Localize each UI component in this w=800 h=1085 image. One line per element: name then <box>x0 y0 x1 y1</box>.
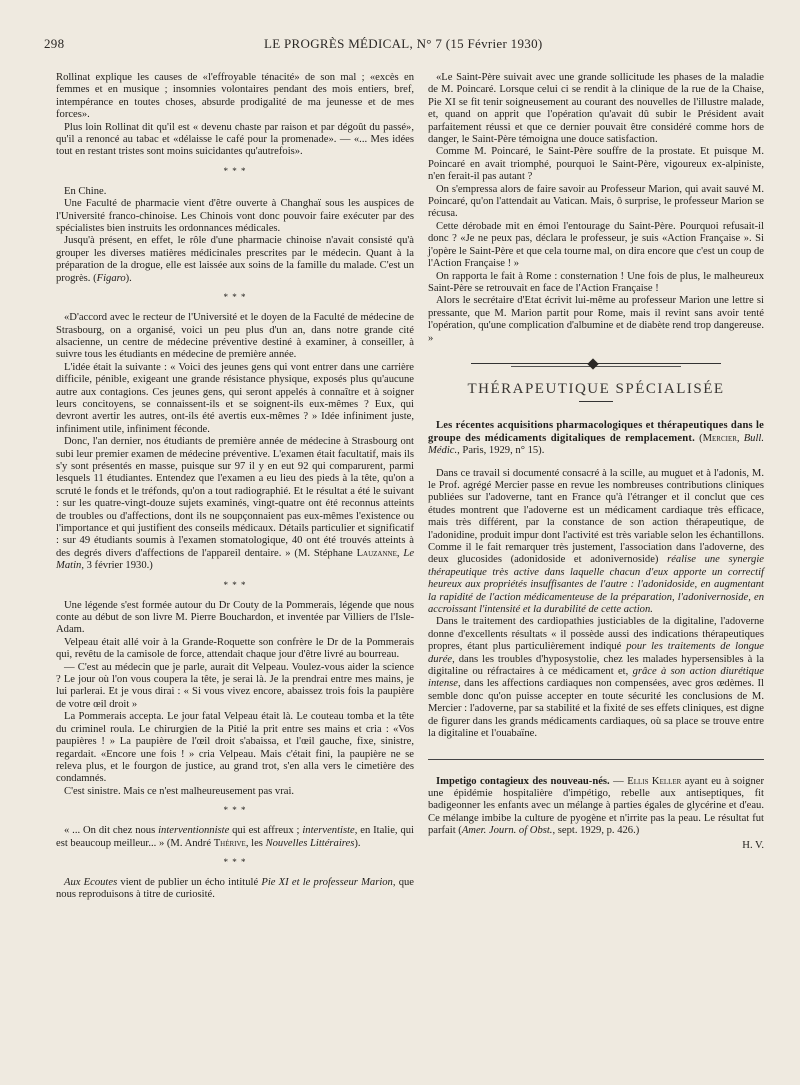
text-run: , Paris, 1929, n° 15). <box>457 445 545 457</box>
right-column <box>428 72 764 852</box>
page-number: 298 <box>44 36 65 51</box>
article-heading <box>428 420 764 457</box>
paragraph: L'idée était la suivante : « Voici des jeunes gens qui vont entrer dans une carrière difficile, pénible, exigeant une grande résistance physique, exposés plus qu'aucune autre aux contagions. Ces jeunes gens, qui seront appelés à connaître et à soigner leurs concitoyens, se connaissent-ils et se soignent-ils eux-mêmes ? Eux, qui devront avertir les autres, ont-ils été avertis eux-mêmes ? » Idée infiniment juste, infiniment utile, infiniment féconde. <box>56 361 414 435</box>
text-run: Dans le traitement des cardiopathies justiciables de la digitaline, l'adoverne donne d'excellents résultats « il possède aussi des indications thérapeutiques propres, étant plus particulièrement indiqué <box>428 616 764 653</box>
paragraph: — C'est au médecin que je parle, aurait dit Velpeau. Voulez-vous aider la science ? Le jour où l'on vous coupera la tête, je serai là. Je la prendrai entre mes mains, je lui parlerai. Et je vous dirai : « Si vous vivez encore, abaissez trois fois la paupière de votre œil droit » <box>56 661 414 710</box>
paragraph: Plus loin Rollinat dit qu'il est « devenu chaste par raison et par dégoût du passé», qu'il a renoncé au tabac et «délaisse le café pour la promenade». — «... Mes idées tout en restant tristes sont moins suicidantes qu'autrefois». <box>56 121 414 158</box>
paragraph: Velpeau était allé voir à la Grande-Roquette son confrère le Dr de la Pommerais qui, revêtu de la camisole de force, attendait chaque jour d'être livré au bourreau. <box>56 636 414 661</box>
author-name: Ellis Keller <box>627 775 682 787</box>
text-run: , dans les affections cardiaques non compensées, avec gros œdèmes. Il semble donc qu'on puisse accepter en toute sécurité les conclusions de M. Mercier : l'adoverne, par sa stabilité et la fixité de ses effets cliniques, est digne de figurer dans les grands médicaments cardiaques, où sa place se trouve entre la digitaline et l'ouabaïne. <box>428 678 764 740</box>
text-run: Jusqu'à présent, en effet, le rôle d'une pharmacie chinoise n'avait consisté qu'à grouper les diverses matières médicinales prescrites par le médecin. Quant à la préparation de la drogue, elle est laissée aux soins de la famille du malade. C'est un progrès. ( <box>56 235 414 284</box>
text-run: ayant eu à soigner une épidémie hospitalière d'impétigo, rebelle aux antiseptiques, fit badigeonner les enfants avec un mélange à parties égales de glycérine et d'eau. Ce mélange imbibe la culture de pyogène et n'irrite pas la peau. Le résultat fut parfait ( <box>428 775 764 837</box>
running-header <box>44 36 774 54</box>
ornamental-divider <box>471 359 721 369</box>
paragraph <box>428 776 764 838</box>
text-run: Donc, l'an dernier, nos étudiants de première année de médecine à Strasbourg ont subi leur premier examen de médecine préventive. L'examen était facultatif, mais ils s'y sont présentés en masse, puisque sur 97 il y en eut 92 qui comparurent, parmi lesquels 11 étudiantes. Entendez que l'examen a eu lieu des pieds à la tête, qu'on a scruté le fonds et le tréfonds, qu'on a tout radiographié. Et le résultat a été le suivant : sur les quatre-vingt-douze sujets examinés, vingt-quatre ont été reconnus atteints de troubles ou d'affections, dont ils ne soupçonnaient pas eux-mêmes l'existence ou l'importance et qui justifient des conseils médicaux. Détails particulier et significatif : sur 49 étudiants soumis à l'examen stomatologique, 40 ont été trouvés atteints à des degrés divers d'affections de l'appareil dentaire. » (M. Stéphane <box>56 436 414 559</box>
text-run: , <box>396 547 404 559</box>
paragraph: Une Faculté de pharmacie vient d'être ouverte à Changhaï sous les auspices de l'Université franco-chinoise. Les Chinois vont donc pouvoir faire exécuter par des spécialistes bien instruits les ordonnances médicales. <box>56 198 414 235</box>
text-run: vient de publier un écho intitulé <box>117 876 262 888</box>
section-separator: * * * <box>223 579 247 590</box>
source-name: Le Matin <box>56 547 415 572</box>
paragraph: Rollinat explique les causes de «l'effroyable ténacité» de son mal ; «excès en femmes et en musique ; insomnies volontaires pendant des mois entiers, bref, intempérance en toutes choses, absurde prodigalité de ma jeunesse et de mes forces». <box>56 72 414 121</box>
author-name: Thérive <box>213 837 246 849</box>
text-run: , <box>736 432 744 444</box>
text-run: , que nous reproduisons à titre de curiosité. <box>56 876 414 901</box>
paragraph: On rapporta le fait à Rome : consternation ! Une fois de plus, le malheureux Saint-Père se retrouvait en face de l'Action Française ! <box>428 270 764 294</box>
source-name: Amer. Journ. of Obst. <box>461 825 553 837</box>
source-name: Bull. Médic. <box>428 432 764 457</box>
title-rule <box>579 401 613 402</box>
text-run: , dans les troubles d'hyposystolie, chez les malades hypersensibles à la digitaline ou réfractaires à ce médicament et, <box>428 653 764 678</box>
text-run: « ... On dit chez nous <box>64 825 159 837</box>
paragraph: En Chine. <box>64 185 107 197</box>
paragraph: Cette dérobade mit en émoi l'entourage du Saint-Père. Pourquoi refusait-il donc ? «Je ne peux pas, déclara le professeur, je suis «Action Française ». Si j'opère le Saint-Père et que cela tourne mal, on dira encore que c'est un coup de l'Action Française ! » <box>428 220 764 270</box>
section-separator: * * * <box>223 856 247 867</box>
section-separator: * * * <box>223 805 247 816</box>
italic-run: pour les traitements de longue durée <box>428 641 764 665</box>
article-title: Pie XI et le professeur Marion <box>261 876 393 888</box>
italic-word: interventionniste <box>158 825 230 837</box>
paragraph <box>428 616 764 740</box>
section-separator: * * * <box>223 165 247 176</box>
paragraph <box>56 436 414 572</box>
text-run: ( <box>694 432 703 444</box>
source-name: Figaro <box>96 272 126 284</box>
paragraph: Comme M. Poincaré, le Saint-Père souffre de la prostate. Et puisque M. Poincaré en avait triomphé, pourquoi le Saint-Père, vigoureux ex-alpiniste, n'en ferait-il pas autant ? <box>428 146 764 183</box>
section-separator: * * * <box>223 292 247 303</box>
text-run: , en Italie, qui est beaucoup meilleur... » (M. André <box>56 825 414 849</box>
paragraph: C'est sinistre. Mais ce n'est malheureusement pas vrai. <box>64 785 295 797</box>
article-divider <box>428 759 764 760</box>
paragraph: Alors le secrétaire d'Etat écrivit lui-même au professeur Marion une lettre si pressante, que M. Marion partit pour Rome, mais il revint sans avoir tenté l'opération, qu'une complication d'albumine et de diabète rend trop dangereuse. » <box>428 295 764 344</box>
running-title: LE PROGRÈS MÉDICAL, N° 7 (15 Février 1930) <box>264 36 543 51</box>
italic-run: réalise une synergie thérapeutique très active dans laquelle chacun d'eux apporte un correctif heureux aux propriétés insuffisantes de l'autre : l'adonidoside, en augmentant la rapidité de l'action médicamenteuse de la préparation, l'adonivernoside, en accroissant l'intensité et la durabilité de cette action. <box>428 554 764 616</box>
text-run: qui est affreux ; <box>229 825 303 837</box>
section-title: THÉRAPEUTIQUE SPÉCIALISÉE <box>467 380 725 397</box>
paragraph: La Pommerais accepta. Le jour fatal Velpeau était là. Le couteau tomba et la tête du criminel roula. Le chirurgien de la Pitié la prit entre ses mains et cria : «Vos paupières ! » La paupière de l'œil droit s'abaissa, et l'œil gauche, fixe, sinistre, regardait. «Encore une fois ! » cria Velpeau. Mais c'était fini, la paupière ne se releva plus, et le fourgon de justice, au grand trot, s'en alla vers le cimetière des condamnés. <box>56 711 414 785</box>
text-run: Dans ce travail si documenté consacré à la scille, au muguet et à l'adonis, M. le Prof. agrégé Mercier passe en revue les nombreuses contributions cliniques publiées sur l'adoverne, tant en France qu'à l'étranger et il conclut que ces études montrent que l'adoverne est un médicament cardiaque très efficace, mais très différent, par la constance de son action thérapeutique, de l'adonidine, produit impur dont l'activité est très variable selon les échantillons. Comme il le fait remarquer très justement, l'association dans l'adoverne, des deux glucosides (adonidoside et adonivernoside) <box>428 467 764 566</box>
author-name: Lauzanne <box>356 547 397 559</box>
paragraph <box>56 877 414 902</box>
text-run: , les <box>245 837 266 849</box>
text-run: , sept. 1929, p. 426.) <box>552 825 640 837</box>
source-name: Aux Ecoutes <box>64 876 118 888</box>
paragraph: On s'empressa alors de faire savoir au Professeur Marion, qui avait sauvé M. Poincaré, qu'on l'attendait au Vatican. Mais, ô surprise, le professeur Marion se récusa. <box>428 183 764 220</box>
paragraph <box>428 468 764 617</box>
paragraph <box>56 825 414 850</box>
text-run: ). <box>354 837 361 849</box>
text-run: , 3 février 1930.) <box>81 560 153 572</box>
text-run: — <box>609 775 628 787</box>
author-name: Mercier <box>702 432 737 444</box>
italic-run: grâce à son action diurétique intense <box>428 666 764 690</box>
paragraph: «D'accord avec le recteur de l'Université et le doyen de la Faculté de médecine de Strasbourg, on a organisé, voici un peu plus d'un an, dans notre grande cité alsacienne, un centre de médecine préventive destiné à examiner, à conseiller, à suivre tous les étudiants en médecine de première année. <box>56 312 414 361</box>
article-title: Impetigo contagieux des nouveau-nés. <box>436 775 610 787</box>
article-title: Les récentes acquisitions pharmacologiques et thérapeutiques dans le groupe des médicaments digitaliques de remplacement. <box>428 420 764 444</box>
source-name: Nouvelles Littéraires <box>265 837 355 849</box>
left-column <box>56 72 414 902</box>
signature: H. V. <box>742 839 764 851</box>
italic-word: interventiste <box>302 825 355 837</box>
paragraph <box>56 235 414 285</box>
text-run: ). <box>125 272 132 284</box>
paragraph: Une légende s'est formée autour du Dr Couty de la Pommerais, légende que nous conte au début de son livre M. Pierre Bouchardon, et inventée par Villiers de l'Isle-Adam. <box>56 599 414 636</box>
paragraph: «Le Saint-Père suivait avec une grande sollicitude les phases de la maladie de M. Poincaré. Lorsque celui ci se rendit à la clinique de la rue de la Chaise, Pie XI se fit tenir soigneusement au courant des nouvelles de l'illustre malade, et, quand on apprit que l'opération qu'avait dû subir le Président avait parfaitement réussi et que ce dernier pouvait être considéré comme hors de danger, le Saint-Père témoigna une douce satisfaction. <box>428 72 764 146</box>
divider-diamond <box>587 358 598 369</box>
